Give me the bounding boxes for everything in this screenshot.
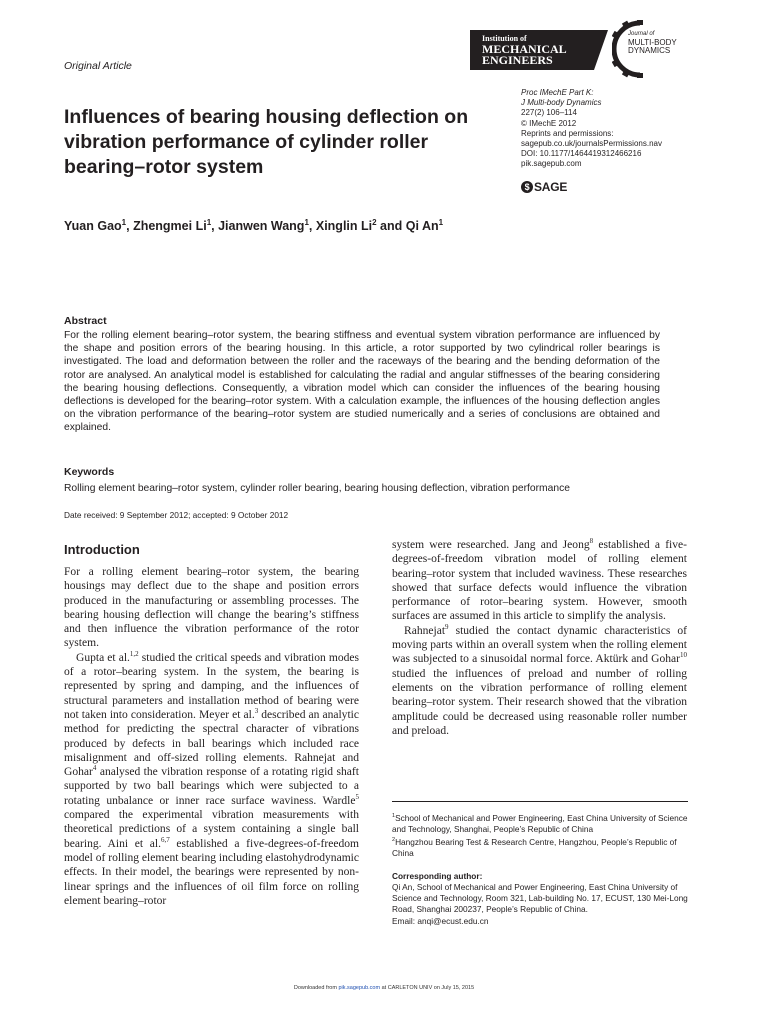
journal-logo-line2: MULTI-BODY xyxy=(628,37,677,47)
sage-icon: $ xyxy=(521,181,533,193)
citation-ref[interactable]: 4 xyxy=(92,764,97,773)
meta-line: 227(2) 106–114 xyxy=(521,108,577,118)
download-prefix: Downloaded from xyxy=(293,985,339,991)
article-title: Influences of bearing housing deflection on vibration performance of cylinder roller bearing–rotor system xyxy=(64,106,469,178)
meta-line: Reprints and permissions: xyxy=(521,128,614,138)
abstract-heading: Abstract xyxy=(64,315,107,327)
corresponding-author-address: Qi An, School of Mechanical and Power Engineering, East China University of Science and Technology, Room 321, Lab-building No. 17, ECUST, 130 Mei-Long Road, Shanghai 200237, People’s Republic of China. xyxy=(392,882,688,915)
corresponding-author-heading: Corresponding author: xyxy=(392,871,483,881)
author-name: Jianwen Wang xyxy=(218,219,305,234)
meta-line: Proc IMechE Part K: xyxy=(521,88,594,97)
meta-line[interactable]: pik.sagepub.com xyxy=(521,159,582,169)
author-affiliation-marker: 1 xyxy=(438,218,444,227)
citation-ref[interactable]: 6,7 xyxy=(160,835,170,844)
footnote-divider xyxy=(392,801,688,802)
imeche-logo-line3: ENGINEERS xyxy=(482,53,553,67)
imeche-logo-line1: Institution of xyxy=(482,34,527,43)
journal-logo-line3: DYNAMICS xyxy=(628,46,671,55)
paragraph-text: described an analytic method for predicting the spectral character of vibrations produced by defects in ball bearings which included race misalignment and off-sized rolling elements. Rahnejat and Gohar xyxy=(64,708,359,779)
paragraph-text: system were researched. Jang and Jeong xyxy=(392,539,590,551)
paragraph-text: compared the experimental vibration measurements with theoretical predictions of a system containing a single ball bearing. Aini et al. xyxy=(64,809,359,850)
meta-doi[interactable]: DOI: 10.1177/1464419312466216 xyxy=(521,149,642,159)
affiliation-text: Hangzhou Bearing Test & Research Centre, Hangzhou, People’s Republic of China xyxy=(392,836,677,859)
paragraph-text: established a five-degrees-of-freedom model of rolling element bearing including elastohydrodynamic effects. In their model, the bearings were represented by non-linear springs and the influences of oil film force on rolling element bearing–rotor xyxy=(64,837,360,907)
affiliation-number: 1 xyxy=(392,813,396,819)
imeche-logo xyxy=(470,30,608,70)
article-type-label: Original Article xyxy=(64,60,132,72)
paragraph-text: Gupta et al. xyxy=(76,651,130,664)
paragraph xyxy=(392,624,687,738)
paragraph-text: Rahnejat xyxy=(404,624,446,637)
author-affiliation-marker: 1 xyxy=(206,218,212,227)
sage-label: SAGE xyxy=(534,180,568,194)
intro-column-right xyxy=(392,538,687,738)
download-link[interactable]: pik.sagepub.com xyxy=(338,985,381,991)
imeche-logo-line2: MECHANICAL xyxy=(482,42,567,56)
paragraph-text: studied the critical speeds and vibration modes of a rotor–bearing system. In the system, the bearing is represented by spring and damping, and the influences of structural parameters and installation method of bearing were not taken into consideration. Meyer et al. xyxy=(64,651,359,721)
paragraph-text: established a five-degrees-of-freedom vibration model of rolling element bearing–rotor system that included waviness. These researches showed that surface defects would influence the vibration performance of rotor–bearing system. However, smooth surfaces are assumed in this article to simplify the analysis. xyxy=(392,539,688,623)
paragraph-text: For a rolling element bearing–rotor system, the bearing housings may deflect due to the shape and position errors produced in the manufacturing or assembling processes. The bearing housing deflection will change the bearing’s stiffness and then influence the vibration performance of the rotor system. xyxy=(64,566,359,650)
author-name: Qi An xyxy=(405,219,439,234)
citation-ref[interactable]: 5 xyxy=(355,792,359,801)
author-separator: , xyxy=(308,219,316,234)
paragraph xyxy=(64,565,359,651)
download-notice xyxy=(0,985,768,991)
sage-logo xyxy=(521,180,567,194)
affiliation-text: School of Mechanical and Power Engineering, East China University of Science and Technology, Shanghai, People’s Republic of China xyxy=(392,812,688,834)
corresponding-author xyxy=(392,882,692,927)
paragraph-text: studied the influences of preload and number of rolling elements on the vibration performance of rolling element bearing–rotor system. Their research showed that the vibration amplitude could be decreased using reasonable roller number and preload. xyxy=(392,667,687,737)
citation-ref[interactable]: 3 xyxy=(254,707,259,716)
corresponding-author-email[interactable]: Email: anqi@ecust.edu.cn xyxy=(392,915,489,926)
citation-ref[interactable]: 10 xyxy=(680,651,687,660)
affiliation-item xyxy=(392,811,692,835)
intro-column-left xyxy=(64,565,359,908)
date-received: Date received: 9 September 2012; accepted: 9 October 2012 xyxy=(64,510,289,520)
paragraph xyxy=(64,651,359,908)
journal-metadata xyxy=(521,88,721,170)
author-separator: and xyxy=(376,219,406,234)
paragraph-text: analysed the vibration response of a rotating rigid shaft supported by two ball bearings which were subjected to a rotating unbalance or inner race surface waviness. Wardle xyxy=(64,766,359,807)
journal-logo-text xyxy=(628,30,677,56)
keywords-text: Rolling element bearing–rotor system, cylinder roller bearing, bearing housing deflection, vibration performance xyxy=(64,483,570,494)
author-name: Xinglin Li xyxy=(315,219,373,234)
affiliations xyxy=(392,811,692,859)
author-affiliation-marker: 1 xyxy=(121,218,127,227)
affiliation-item xyxy=(392,835,692,859)
meta-line[interactable]: sagepub.co.uk/journalsPermissions.nav xyxy=(521,139,662,149)
citation-ref[interactable]: 9 xyxy=(445,622,449,631)
paragraph xyxy=(392,538,687,624)
citation-ref[interactable]: 1,2 xyxy=(129,649,139,658)
abstract-text: For the rolling element bearing–rotor system, the bearing stiffness and eventual system vibration performance are influenced by the shape and position errors of the bearing housing. In this article, a rotor supported by two cylindrical roller bearings is investigated. The load and deformation between the roller and the raceways of the bearing and the bending deformation of the rotor are analysed. An analytical model is established for calculating the radial and angular stiffnesses of the bearing considering the bearing housing deflections. Consequently, a vibration model which can consider the influences of the bearing housing deflections is developed for the bearing–rotor system. With a calculation example, the influences of the housing deflection angles on the vibration performance of the bearing–rotor system are studied numerically and a series of conclusions are obtained and explained. xyxy=(64,330,660,434)
author-affiliation-marker: 1 xyxy=(304,218,309,227)
journal-logo-line1: Journal of xyxy=(628,31,655,37)
author-separator: , xyxy=(126,219,134,234)
meta-line: © IMechE 2012 xyxy=(521,118,577,128)
meta-line: J Multi-body Dynamics xyxy=(521,98,602,108)
author-name: Zhengmei Li xyxy=(133,219,207,234)
author-name: Yuan Gao xyxy=(64,219,122,234)
introduction-heading: Introduction xyxy=(64,542,140,557)
citation-ref[interactable]: 8 xyxy=(589,537,594,546)
paragraph-text: studied the contact dynamic characteristics of moving parts within an overall system when the rolling element was subjected to a sinusoidal normal force. Aktürk and Gohar xyxy=(392,624,687,666)
author-list xyxy=(64,214,504,235)
author-affiliation-marker: 2 xyxy=(372,218,377,227)
download-suffix: at CARLETON UNIV on July 15, 2015 xyxy=(380,985,475,991)
affiliation-number: 2 xyxy=(392,837,396,844)
author-separator: , xyxy=(211,219,219,234)
keywords-heading: Keywords xyxy=(64,466,115,478)
